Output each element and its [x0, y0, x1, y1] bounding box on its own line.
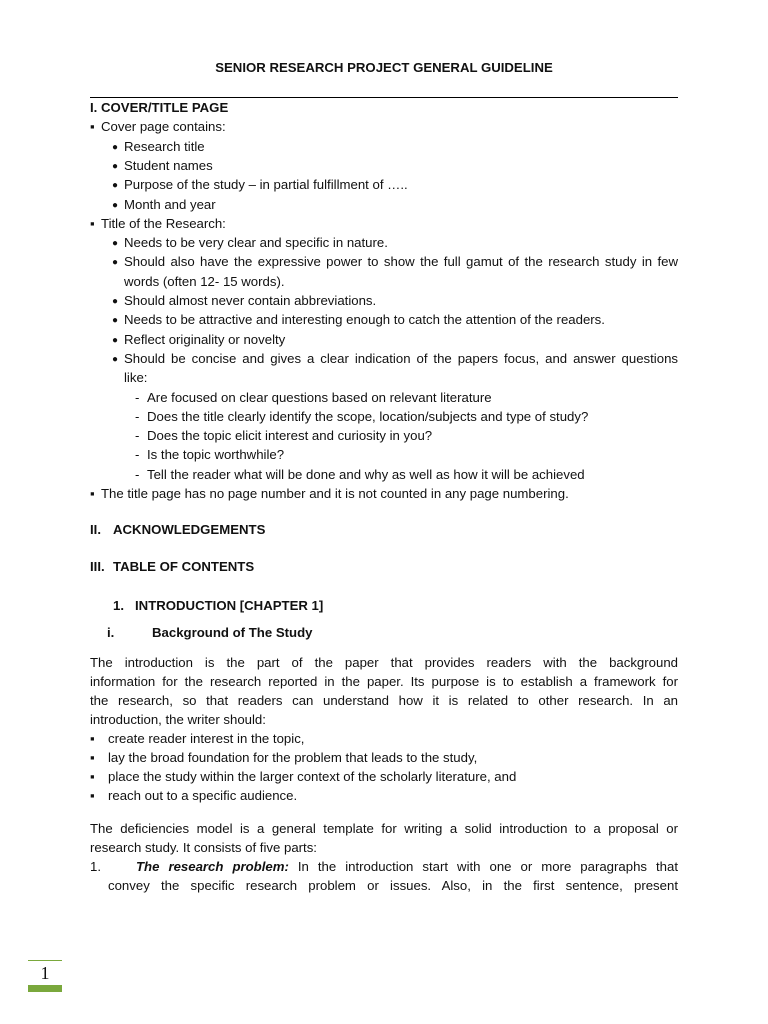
- question-item: [135, 426, 433, 445]
- square-bullet-icon: ▪: [90, 750, 95, 765]
- item-second-line: convey the specific research problem or issues. Also, in the first sentence, present: [108, 878, 678, 893]
- section-heading-cover-title-page: I. COVER/TITLE PAGE: [90, 100, 229, 115]
- list-item-text: Is the topic worthwhile?: [147, 447, 285, 462]
- list-item-text: Month and year: [124, 197, 216, 212]
- list-item-continuation: words (often 12- 15 words).: [124, 274, 285, 289]
- round-bullet-icon: ●: [112, 142, 119, 153]
- chapter-number: 1.: [113, 598, 124, 613]
- dash-bullet-icon: -: [135, 467, 140, 482]
- paragraph-line: the research, so that readers can understand how it is related to other research. In an: [90, 693, 678, 708]
- subheading-title: Background of The Study: [152, 625, 313, 640]
- question-item: [135, 445, 285, 464]
- page-number-rule: [28, 960, 62, 961]
- question-item: [135, 465, 585, 484]
- sub-list-item: [112, 291, 377, 311]
- item-number: 1.: [90, 859, 101, 874]
- round-bullet-icon: ●: [112, 296, 119, 307]
- list-item-text: Research title: [124, 139, 205, 154]
- square-bullet-icon: ▪: [90, 788, 95, 803]
- list-item: [90, 484, 569, 503]
- list-item-text: Needs to be very clear and specific in nature.: [124, 235, 388, 250]
- item-lead: The research problem:: [136, 859, 289, 874]
- list-item-text: Should also have the expressive power to show the full gamut of the research study in few: [124, 254, 678, 269]
- paragraph-line: The introduction is the part of the paper that provides readers with the background: [90, 655, 678, 670]
- section-title: TABLE OF CONTENTS: [113, 559, 255, 574]
- round-bullet-icon: ●: [112, 315, 119, 326]
- square-bullet-icon: ▪: [90, 486, 95, 501]
- question-item: [135, 388, 492, 407]
- round-bullet-icon: ●: [112, 354, 119, 365]
- document-title: SENIOR RESEARCH PROJECT GENERAL GUIDELINE: [215, 60, 553, 75]
- list-item-text: Student names: [124, 158, 213, 173]
- list-item-text: Needs to be attractive and interesting enough to catch the attention of the readers.: [124, 312, 605, 327]
- dash-bullet-icon: -: [135, 390, 140, 405]
- page-number: 1: [40, 963, 50, 983]
- list-item-continuation: like:: [124, 370, 148, 385]
- section-number: II.: [90, 522, 101, 537]
- round-bullet-icon: ●: [112, 335, 119, 346]
- square-bullet-icon: ▪: [90, 731, 95, 746]
- square-bullet-icon: ▪: [90, 216, 95, 231]
- list-item-text: Purpose of the study – in partial fulfillment of …..: [124, 177, 408, 192]
- page-number-bar: [28, 985, 62, 992]
- list-item: ▪ create reader interest in the topic,: [90, 731, 305, 746]
- chapter-title: INTRODUCTION [CHAPTER 1]: [135, 598, 324, 613]
- round-bullet-icon: ●: [112, 238, 119, 249]
- dash-bullet-icon: -: [135, 447, 140, 462]
- square-bullet-icon: ▪: [90, 769, 95, 784]
- item-first-line: [136, 857, 678, 876]
- square-bullet-icon: ▪: [90, 119, 95, 134]
- subheading-background-of-the-study: [107, 623, 313, 642]
- dash-bullet-icon: -: [135, 428, 140, 443]
- list-item: ▪ place the study within the larger context of the scholarly literature, and: [90, 769, 517, 784]
- round-bullet-icon: ●: [112, 180, 119, 191]
- list-item-text: The title page has no page number and it is not counted in any page numbering.: [101, 486, 569, 501]
- sub-list-item: [112, 156, 213, 176]
- paragraph-line: information for the research reported in the paper. Its purpose is to establish a framework for: [90, 674, 678, 689]
- sub-list-item: [112, 137, 205, 157]
- list-item-text: Does the title clearly identify the scope, location/subjects and type of study?: [147, 409, 589, 424]
- list-item-text: Does the topic elicit interest and curiosity in you?: [147, 428, 433, 443]
- sub-list-item: [112, 310, 605, 330]
- list-item-text: Cover page contains:: [101, 119, 226, 134]
- section-number: III.: [90, 559, 105, 574]
- section-heading-acknowledgements: [90, 520, 266, 539]
- paragraph-line: research study. It consists of five parts:: [90, 840, 317, 855]
- list-item-text: Should be concise and gives a clear indication of the papers focus, and answer questions: [124, 351, 678, 366]
- list-item: [90, 214, 226, 233]
- sub-list-item: [112, 233, 388, 253]
- list-item-text: Are focused on clear questions based on relevant literature: [147, 390, 492, 405]
- sub-list-item: [112, 195, 216, 215]
- list-item: ▪ lay the broad foundation for the problem that leads to the study,: [90, 750, 478, 765]
- round-bullet-icon: ●: [112, 200, 119, 211]
- subheading-number: i.: [107, 625, 115, 640]
- list-item: [90, 117, 226, 136]
- chapter-heading-introduction: [113, 596, 324, 615]
- dash-bullet-icon: -: [135, 409, 140, 424]
- sub-list-item: [112, 175, 408, 195]
- sub-list-item: [112, 349, 678, 369]
- section-title: ACKNOWLEDGEMENTS: [113, 522, 266, 537]
- list-item-text: Tell the reader what will be done and why as well as how it will be achieved: [147, 467, 585, 482]
- round-bullet-icon: ●: [112, 161, 119, 172]
- item-text: In the introduction start with one or more paragraphs that: [297, 859, 678, 874]
- round-bullet-icon: ●: [112, 257, 119, 268]
- list-item: ▪ reach out to a specific audience.: [90, 788, 298, 803]
- paragraph-line: The deficiencies model is a general template for writing a solid introduction to a proposal or: [90, 821, 678, 836]
- sub-list-item: [112, 330, 286, 350]
- section-heading-table-of-contents: [90, 557, 255, 576]
- list-item-text: Should almost never contain abbreviations.: [124, 293, 377, 308]
- list-item-text: Reflect originality or novelty: [124, 332, 286, 347]
- list-item-text: Title of the Research:: [101, 216, 226, 231]
- sub-list-item: [112, 252, 678, 272]
- paragraph-line: introduction, the writer should:: [90, 712, 266, 727]
- question-item: [135, 407, 589, 426]
